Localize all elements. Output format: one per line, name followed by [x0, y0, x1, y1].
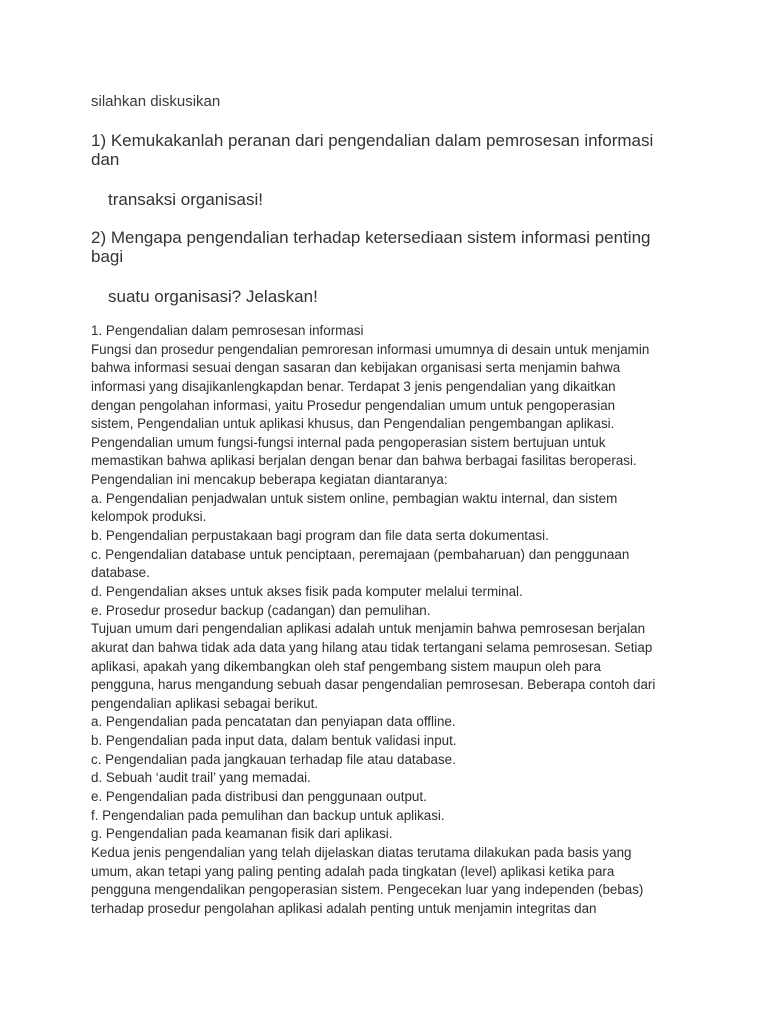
answer-line: d. Pengendalian akses untuk akses fisik pada komputer melalui terminal.: [91, 583, 523, 599]
answer-line: Tujuan umum dari pengendalian aplikasi adalah untuk menjamin bahwa pemrosesan berjalan: [91, 621, 646, 637]
answer-line: umum, akan tetapi yang paling penting adalah pada tingkatan (level) aplikasi ketika para: [91, 863, 615, 879]
answer-line: terhadap prosedur pengolahan aplikasi adalah penting untuk menjamin integritas dan: [91, 900, 597, 916]
answer-line: bahwa informasi sesuai dengan sasaran dan kebijakan organisasi serta menjamin bahwa: [91, 360, 621, 376]
question-1-line-3: transaksi organisasi!: [108, 190, 263, 209]
answer-line: a. Pengendalian penjadwalan untuk sistem online, pembagian waktu internal, dan sistem: [91, 490, 618, 506]
answer-line: c. Pengendalian database untuk penciptaan, peremajaan (pembaharuan) dan penggunaan: [91, 546, 630, 562]
answer-line: e. Prosedur prosedur backup (cadangan) dan pemulihan.: [91, 602, 431, 618]
answer-line: Fungsi dan prosedur pengendalian pemroresan informasi umumnya di desain untuk menjamin: [91, 341, 650, 357]
answer-line: g. Pengendalian pada keamanan fisik dari aplikasi.: [91, 826, 393, 842]
answer-line: Pengendalian umum fungsi-fungsi internal pada pengoperasian sistem bertujuan untuk: [91, 434, 606, 450]
answer-line: akurat dan bahwa tidak ada data yang hilang atau tidak tertangani selama pemrosesan. Setiap: [91, 639, 653, 655]
answer-line: Pengendalian ini mencakup beberapa kegiatan diantaranya:: [91, 472, 448, 488]
answer-line: kelompok produksi.: [91, 509, 207, 525]
question-2-line-2: bagi: [91, 247, 124, 266]
answer-line: d. Sebuah ‘audit trail’ yang memadai.: [91, 770, 311, 786]
answer-line: dengan pengolahan informasi, yaitu Prosedur pengendalian umum untuk pengoperasian: [91, 397, 616, 413]
answer-line: pengguna mengendalikan pengoperasian sistem. Pengecekan luar yang independen (bebas): [91, 882, 644, 898]
answer-line: memastikan bahwa aplikasi berjalan dengan benar dan bahwa berbagai fasilitas beroperasi.: [91, 453, 637, 469]
question-1-line-1: 1) Kemukakanlah peranan dari pengendalian dalam pemrosesan informasi: [91, 131, 654, 150]
answer-line: b. Pengendalian pada input data, dalam bentuk validasi input.: [91, 733, 457, 749]
answer-line: 1. Pengendalian dalam pemrosesan informasi: [91, 323, 364, 338]
answer-line: pengendalian aplikasi sebagai berikut.: [91, 695, 319, 711]
question-1-line-2: dan: [91, 150, 120, 169]
answer-line: database.: [91, 565, 150, 581]
answer-line: aplikasi, apakah yang dikembangkan oleh staf pengembang sistem maupun oleh para: [91, 658, 601, 674]
answer-line: a. Pengendalian pada pencatatan dan penyiapan data offline.: [91, 714, 456, 730]
answer-line: f. Pengendalian pada pemulihan dan backup untuk aplikasi.: [91, 807, 445, 823]
answer-line: Kedua jenis pengendalian yang telah dijelaskan diatas terutama dilakukan pada basis yang: [91, 844, 632, 860]
answer-line: sistem, Pengendalian untuk aplikasi khusus, dan Pengendalian pengembangan aplikasi.: [91, 416, 615, 432]
intro-text: silahkan diskusikan: [91, 93, 221, 110]
answer-line: b. Pengendalian perpustakaan bagi program dan file data serta dokumentasi.: [91, 528, 549, 544]
answer-line: e. Pengendalian pada distribusi dan penggunaan output.: [91, 789, 427, 805]
question-2-line-3: suatu organisasi? Jelaskan!: [108, 287, 318, 306]
answer-line: informasi yang disajikanlengkapdan benar. Terdapat 3 jenis pengendalian yang dikaitkan: [91, 378, 616, 394]
answer-body: [91, 322, 711, 919]
question-2-line-1: 2) Mengapa pengendalian terhadap ketersediaan sistem informasi penting: [91, 228, 651, 247]
answer-line: c. Pengendalian pada jangkauan terhadap file atau database.: [91, 751, 456, 767]
answer-line: pengguna, harus mengandung sebuah dasar pengendalian pemrosesan. Beberapa contoh dari: [91, 677, 656, 693]
